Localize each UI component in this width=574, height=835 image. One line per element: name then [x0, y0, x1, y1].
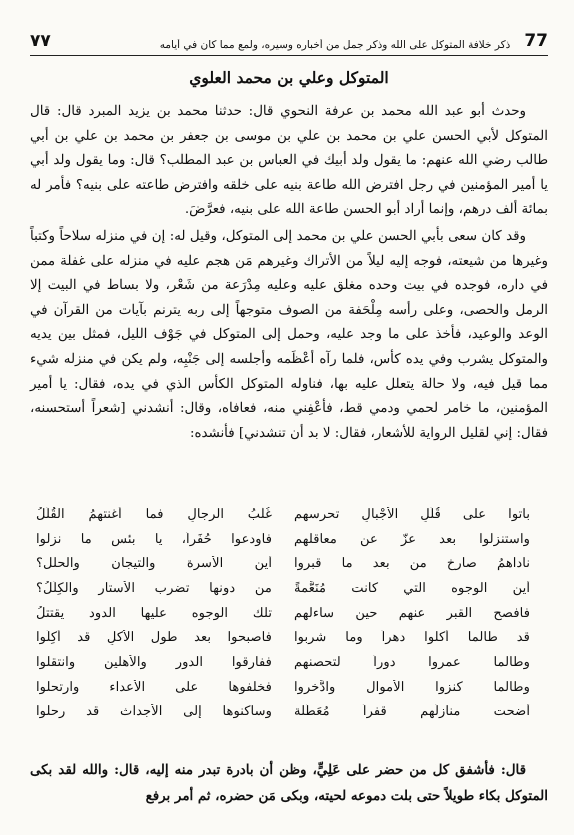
first-hemistich: أين الوجوه التي كانت مُنَعَّمةً [294, 580, 530, 596]
poem [30, 502, 548, 724]
second-hemistich: من دونها تضرب الأستار والكِلَلُ؟ [36, 580, 272, 596]
second-hemistich: أين الأسرة والتيجان والحلل؟ [36, 556, 272, 572]
first-hemistich: فأفصح القبر عنهم حين ساءلهم [294, 605, 530, 621]
paragraph: قال: فأشفق كل من حضر على عَلِيٍّ، وظن أن بادرة تبدر منه إليه، قال: والله لقد بكى المتوكل بكاء طويلاً حتى بلت دموعه لحيته، وبكى مَن حضره، ثم أمر برفع [30, 762, 548, 804]
running-title: ذكر خلافة المتوكل على الله وذكر جمل من أخباره وسيره، ولمع مما كان في أيامه [159, 39, 511, 51]
poem-verse [30, 700, 548, 725]
second-hemistich: غُلْبُ الرجالِ فما أغنتهمُ القُلَلُ [36, 506, 272, 522]
first-hemistich: وطالما عمروا دوراً لتحصنهم [294, 654, 530, 670]
poem-verse [30, 527, 548, 552]
first-hemistich: أضحت منازلُهم قفراً مُعَطَّلة [294, 704, 530, 720]
poem-verse [30, 601, 548, 626]
paragraph: وحدث أبو عبد الله محمد بن عرفة النحوي قال: حدثنا محمد بن يزيد المبرد قال: قال المتوكل لأبي الحسن علي بن محمد بن علي بن موسى بن جعفر بن محمد بن علي بن أبي طالب رضي الله عنهم: ما يقول ولد أبيك في العباس بن عبد المطلب؟ قال: وما يقول ولد أبي يا أمير المؤمنين في رجل افترض الله طاعة بنيه على خلقه وافترض طاعته على بنيه؟ فأمر له بمائة ألف درهم، وإنما أراد أبو الحسن طاعة الله على بنيه، فعرَّضَ. [30, 104, 548, 218]
second-hemistich: فأصبحوا بعد طول الأكلِ قد أُكِلُوا [36, 630, 272, 646]
first-hemistich: واستنزلوا بعد عزّ عن معاقلهم [294, 531, 530, 547]
closing-text [30, 757, 548, 809]
first-hemistich: ناداهمُ صارخ من بعد ما قبروا [294, 556, 530, 572]
first-hemistich: قد طالما أكلوا دهراً وما شربوا [294, 630, 530, 646]
poem-verse [30, 625, 548, 650]
poem-verse [30, 551, 548, 576]
poem-verse [30, 502, 548, 527]
second-hemistich: وساكنوها إلى الأجداث قد رحلوا [36, 704, 272, 720]
poem-verse [30, 576, 548, 601]
page-number-left: ٧٧ [30, 31, 51, 51]
second-hemistich: فأودعوا حُفَراً، يا بئس ما نزلوا [36, 531, 272, 547]
body-text [30, 100, 548, 446]
poem-verse [30, 650, 548, 675]
first-hemistich: وطالما كنزوا الأموال وادَّخروا [294, 679, 530, 695]
second-hemistich: تلك الوجوه عليها الدود يقتتلُ [36, 605, 272, 621]
paragraph: وقد كان سعى بأبي الحسن علي بن محمد إلى المتوكل، وقيل له: إن في منزله سلاحاً وكتباً وغيرها من شيعته، فوجه إليه ليلاً من الأتراك وغيرهم مَن هجم عليه في منزله على غفلة ممن في داره، فوجده في بيت وحده مغلق عليه وعليه مِدْرَعة من شَعْر، ولا بساط في البيت إلا الرمل والحصى، وعلى رأسه مِلْحَفة من الصوف متوجهاً إلى ربه يترنم بآيات من القرآن في الوعد والوعيد، فأخذ على ما وجد عليه، وحمل إلى المتوكل في جَوْف الليل، فمثل بين يديه والمتوكل يشرب وفي يده كأس، فلما رآه أعْظَمه وأجلسه إلى جَنْبِه، ولم يكن في منزله شيء مما قيل فيه، ولا حالة يتعلل عليه بها، فناوله المتوكل الكأس الذي في يده، فقال: يا أمير المؤمنين، ما خامر لحمي ودمي قط، فأعْفِني منه، فعافاه، وقال: أنشدني [شعراً أستحسنه، فقال: إني لقليل الرواية للأشعار، فقال: لا بد أن تنشدني] فأنشده: [30, 228, 548, 441]
section-title: المتوكل وعلي بن محمد العلوي [189, 68, 389, 87]
page-header [30, 22, 548, 56]
book-page [30, 22, 548, 822]
second-hemistich: ففارقوا الدور والأهلين وانتقلوا [36, 654, 272, 670]
second-hemistich: فخلفوها على الأعداء وارتحلوا [36, 679, 272, 695]
first-hemistich: باتوا على قُلَلِ الأجْبالِ تحرسهم [294, 506, 530, 522]
page-number-right: 77 [524, 31, 548, 51]
poem-verse [30, 675, 548, 700]
